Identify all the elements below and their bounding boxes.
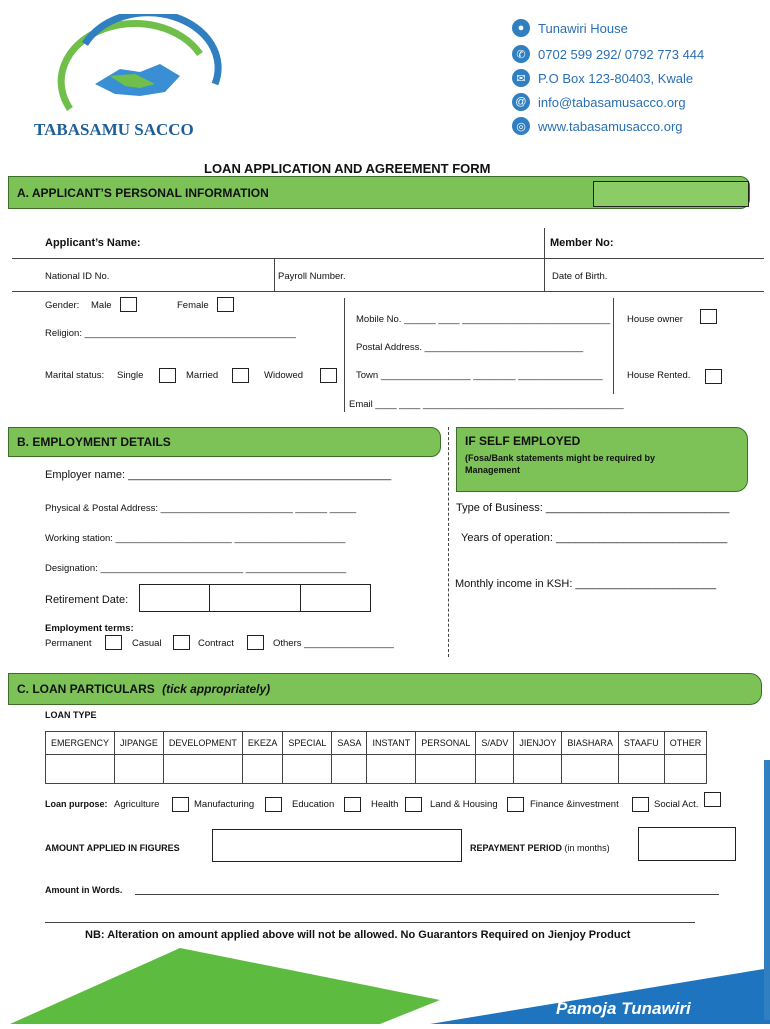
- loan-type-jienjoy: JIENJOY: [514, 732, 562, 755]
- mail-icon: ✉: [512, 69, 530, 87]
- self-employed-title: IF SELF EMPLOYED: [465, 434, 581, 448]
- footer-accent: [764, 760, 770, 1020]
- brand-name: TABASAMU SACCO: [34, 120, 194, 139]
- purpose-social-label: Social Act.: [654, 799, 699, 810]
- dob-label: Date of Birth.: [552, 271, 608, 282]
- tick-cell[interactable]: [514, 755, 562, 784]
- casual-label: Casual: [132, 638, 162, 649]
- address-field[interactable]: Physical & Postal Address: _________________________ ______ _____: [45, 503, 357, 514]
- tick-cell[interactable]: [163, 755, 242, 784]
- table-row: [46, 732, 707, 755]
- permanent-label: Permanent: [45, 638, 92, 649]
- phone-icon: ✆: [512, 45, 530, 63]
- amount-figures-field[interactable]: [212, 829, 462, 862]
- contact-email[interactable]: @ info@tabasamusacco.org: [512, 93, 686, 111]
- station-field[interactable]: Working station: ______________________ _____________________: [45, 533, 346, 544]
- at-icon: @: [512, 93, 530, 111]
- male-label: Male: [91, 300, 112, 311]
- loan-type-staafu: STAAFU: [618, 732, 664, 755]
- tick-cell[interactable]: [367, 755, 416, 784]
- purpose-land-label: Land & Housing: [430, 799, 498, 810]
- female-label: Female: [177, 300, 209, 311]
- payroll-label: Payroll Number.: [278, 271, 346, 282]
- married-checkbox[interactable]: [232, 368, 249, 383]
- self-employed-note: (Fosa/Bank statements might be required by Management: [465, 453, 656, 475]
- amount-words-label: Amount in Words.: [45, 885, 123, 895]
- gender-label: Gender:: [45, 300, 80, 311]
- tick-cell[interactable]: [115, 755, 164, 784]
- designation-field[interactable]: Designation: ___________________________ ___________________: [45, 563, 347, 574]
- member-no-label: Member No:: [550, 237, 614, 249]
- education-checkbox[interactable]: [344, 797, 361, 812]
- house-owner-checkbox[interactable]: [700, 309, 717, 324]
- self-employed-header: [456, 427, 748, 492]
- permanent-checkbox[interactable]: [105, 635, 122, 650]
- globe-icon: ◎: [512, 117, 530, 135]
- mobile-field[interactable]: Mobile No. ______ ____ ____________________________: [356, 314, 611, 325]
- health-checkbox[interactable]: [405, 797, 422, 812]
- male-checkbox[interactable]: [120, 297, 137, 312]
- amount-words-line-2[interactable]: [45, 922, 695, 923]
- marital-label: Marital status:: [45, 370, 105, 381]
- row-divider: [12, 291, 764, 292]
- house-rented-label: House Rented.: [627, 370, 691, 381]
- contract-checkbox[interactable]: [247, 635, 264, 650]
- col-divider: [448, 427, 449, 657]
- house-owner-label: House owner: [627, 314, 683, 325]
- loan-type-development: DEVELOPMENT: [163, 732, 242, 755]
- purpose-finance-label: Finance &investment: [530, 799, 619, 810]
- postal-field[interactable]: Postal Address. ______________________________: [356, 342, 584, 353]
- tick-cell[interactable]: [562, 755, 619, 784]
- amount-figures-label: AMOUNT APPLIED IN FIGURES: [45, 843, 180, 853]
- row-divider: [12, 258, 764, 259]
- col-divider: [344, 298, 345, 412]
- tick-cell[interactable]: [476, 755, 514, 784]
- loan-type-jipange: JIPANGE: [115, 732, 164, 755]
- loan-type-instant: INSTANT: [367, 732, 416, 755]
- town-field[interactable]: Town _________________ ________ ________________: [356, 370, 603, 381]
- tick-cell[interactable]: [664, 755, 707, 784]
- single-label: Single: [117, 370, 144, 381]
- purpose-education-label: Education: [292, 799, 335, 810]
- house-rented-checkbox[interactable]: [705, 369, 722, 384]
- finance-checkbox[interactable]: [632, 797, 649, 812]
- col-divider: [613, 298, 614, 394]
- years-field[interactable]: Years of operation: ____________________________: [461, 532, 728, 544]
- tick-cell[interactable]: [416, 755, 476, 784]
- national-id-label: National ID No.: [45, 271, 110, 282]
- loan-type-biashara: BIASHARA: [562, 732, 619, 755]
- tick-cell[interactable]: [242, 755, 283, 784]
- tick-cell[interactable]: [332, 755, 367, 784]
- loan-type-special: SPECIAL: [283, 732, 332, 755]
- loan-type-sadv: S/ADV: [476, 732, 514, 755]
- location-icon: ●: [512, 19, 530, 37]
- income-field[interactable]: Monthly income in KSH: _______________________: [455, 578, 717, 590]
- loan-type-other: OTHER: [664, 732, 707, 755]
- social-checkbox[interactable]: [704, 792, 721, 807]
- section-b-header: B. EMPLOYMENT DETAILS: [8, 427, 441, 457]
- religion-field[interactable]: Religion: ________________________________________: [45, 328, 296, 339]
- agriculture-checkbox[interactable]: [172, 797, 189, 812]
- purpose-manufacturing-label: Manufacturing: [194, 799, 255, 810]
- loan-type-label: LOAN TYPE: [45, 710, 97, 720]
- contact-address: ● Tunawiri House: [512, 19, 628, 37]
- contact-web[interactable]: ◎ www.tabasamusacco.org: [512, 117, 683, 135]
- terms-label: Employment terms:: [45, 623, 134, 634]
- contract-label: Contract: [198, 638, 234, 649]
- purpose-health-label: Health: [371, 799, 399, 810]
- amount-words-line[interactable]: [135, 894, 719, 895]
- loan-type-ekeza: EKEZA: [242, 732, 283, 755]
- retirement-label: Retirement Date:: [45, 594, 129, 606]
- manufacturing-checkbox[interactable]: [265, 797, 282, 812]
- loan-type-sasa: SASA: [332, 732, 367, 755]
- retirement-date-field[interactable]: [139, 584, 371, 612]
- female-checkbox[interactable]: [217, 297, 234, 312]
- business-field[interactable]: Type of Business: ______________________________: [456, 502, 730, 514]
- form-title: LOAN APPLICATION AND AGREEMENT FORM: [204, 161, 491, 176]
- single-checkbox[interactable]: [159, 368, 176, 383]
- col-divider: [544, 228, 545, 292]
- tick-cell[interactable]: [283, 755, 332, 784]
- repayment-field[interactable]: [638, 827, 736, 861]
- nb-note: NB: Alteration on amount applied above will not be allowed. No Guarantors Required on Jienjoy Product: [85, 929, 631, 941]
- contact-box: ✉ P.O Box 123-80403, Kwale: [512, 69, 693, 87]
- repayment-label: REPAYMENT PERIOD (in months): [470, 843, 610, 853]
- table-row: [46, 755, 707, 784]
- contact-phone: ✆ 0702 599 292/ 0792 773 444: [512, 45, 704, 63]
- tick-cell[interactable]: [618, 755, 664, 784]
- section-c-header: C. LOAN PARTICULARS (tick appropriately): [8, 673, 762, 705]
- married-label: Married: [186, 370, 219, 381]
- loan-type-table: [45, 731, 707, 784]
- employer-field[interactable]: Employer name: ___________________________________________: [45, 469, 392, 481]
- tick-cell[interactable]: [46, 755, 115, 784]
- slogan: Pamoja Tunawiri: [556, 999, 691, 1018]
- land-checkbox[interactable]: [507, 797, 524, 812]
- purpose-agriculture-label: Agriculture: [114, 799, 160, 810]
- purpose-label: Loan purpose:: [45, 799, 108, 809]
- section-a-header: A. APPLICANT’S PERSONAL INFORMATION: [8, 176, 750, 209]
- widowed-label: Widowed: [264, 370, 304, 381]
- loan-type-emergency: EMERGENCY: [46, 732, 115, 755]
- widowed-checkbox[interactable]: [320, 368, 337, 383]
- email-field[interactable]: Email ____ ____ ______________________________________: [349, 399, 624, 410]
- loan-type-personal: PERSONAL: [416, 732, 476, 755]
- applicant-name-label: Applicant’s Name:: [45, 237, 141, 249]
- casual-checkbox[interactable]: [173, 635, 190, 650]
- others-field[interactable]: Others _________________: [273, 638, 394, 649]
- loan-no-field[interactable]: [593, 181, 749, 207]
- col-divider: [274, 258, 275, 292]
